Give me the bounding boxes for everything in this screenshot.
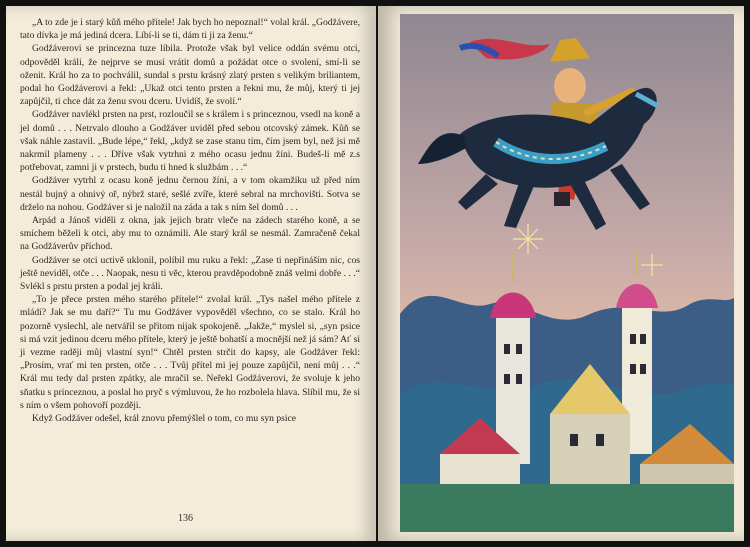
rider-over-city-illustration	[400, 14, 734, 532]
paragraph: „To je přece prsten mého starého přítele!“ zvolal král. „Tys našel mého přítele z mládí? Jak se mu daří?“ Tu mu Godžáver vypověděl všechno, co se stalo. Král ho pozorně vyslechl, ale netvářil se přitom nijak spokojeně. „Jakže,“ myslel si, „syn psice si má vzít jedinou dceru mého přítele, který je ještě bohatší a mocnější než já sám? Ať si ji vezme raději můj vlastní syn!“ Chtěl prsten strčit do kapsy, ale Godžáver řekl: „Prosím, vrať mi ten prsten, otče . . . Tvůj přítel mi jej pouze zapůjčil, není můj . . .“ Král mu tedy dal prsten zpátky, ale mračil se. Neřekl Godžáverovi, že svoluje k jeho sňatku s princeznou, a poslal ho pryč s výmluvou, že ho rozbolela hlava. Slíbil mu, že si s ním o všem pohovoří později.	[20, 294, 360, 411]
left-page	[6, 6, 376, 541]
page-number: 136	[178, 513, 193, 524]
paragraph: „A to zde je i starý kůň mého přítele! Jak bych ho nepoznal!“ volal král. „Godžávere, tato dívka je má jediná dcera. Líbí-li se ti, dám ti ji za ženu.“	[20, 17, 360, 42]
paragraph: Godžáver se otci uctivě uklonil, políbil mu ruku a řekl: „Zase ti nepřináším nic, cos ještě neviděl, otče . . . Naopak, nesu ti věc, kterou pravděpodobně znáš velmi dobře . . .“ Svlékl s prstu prsten a podal jej králi.	[20, 254, 360, 293]
paragraph: Když Godžáver odešel, král znovu přemýšlel o tom, co mu syn psice	[32, 413, 297, 425]
paragraph: Godžáverovi se princezna tuze líbila. Protože však byl velice oddán svému otci, odpověděl králi, že nejprve se musí vrátit domů a požádat otce o svolení, smí-li se oženit. Král ho za to pochválil, sundal s prstu krásný zlatý prsten s velikým briliantem, podal ho Godžáverovi a řekl: „Ukaž otci tento prsten a řekni mu, že můj, který ti jej zapůjčil, ti chce dát za ženu svou dceru. Uvidíš, že svolí.“	[20, 43, 360, 108]
paragraph: Arpád a Jánoš viděli z okna, jak jejich bratr vleče na zádech starého koně, a se smíchem běželi k otci, aby mu to oznámili. Ale starý král se nesmál. Zamračeně čekal na Godžáverův příchod.	[20, 215, 360, 253]
illustration	[400, 14, 734, 532]
right-page	[378, 6, 744, 541]
paragraph: Godžáver navlékl prsten na prst, rozloučil se s králem i s princeznou, vsedl na koně a jel domů . . . Netrvalo dlouho a Godžáver uviděl před sebou otcovský zámek. Kůň se však náhle zastavil. „Bude lépe,“ řekl, „když se zase stanu tím, čím jsem byl, než jsi mě nakrmil plameny . . . Dříve však vytrhni z mého ocasu jednu žíni. Budeš-li mě z.s potřebovat, zamni ji v prstech, budu ti hned k službám . . .“	[20, 109, 360, 174]
story-text	[20, 16, 360, 425]
paragraph: Godžáver vytrhl z ocasu koně jednu černou žíni, a v tom okamžiku už před ním nestál bujný a ohnivý oř, nýbrž staré, sešlé zvíře, které sebral na mrchovišti. Sotva se drželo na nohou. Godžáver si je naložil na záda a tak s ním šel domů . . .	[20, 175, 360, 213]
